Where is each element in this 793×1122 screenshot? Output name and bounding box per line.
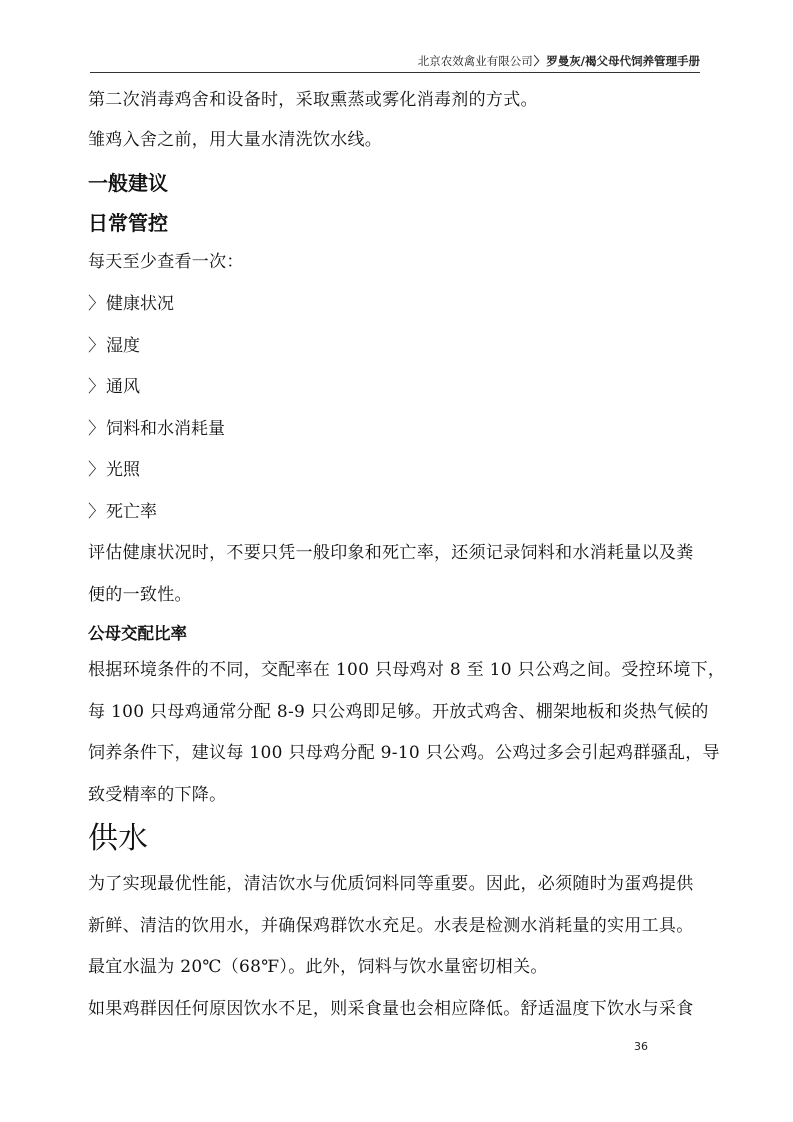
page-body [88,80,748,1030]
chevron-bullet: 〉 [88,460,105,480]
header-text [418,52,700,70]
list-item-label: 健康状况 [106,294,174,314]
para-disinfect: 第二次消毒鸡舍和设备时，采取熏蒸或雾化消毒剂的方式。 [88,90,538,110]
page-number: 36 [634,1040,648,1053]
para-water-line: 最宜水温为 20℃（68℉）。此外，饲料与饮水量密切相关。 [88,957,548,977]
para-water-line: 新鲜、清洁的饮用水，并确保鸡群饮水充足。水表是检测水消耗量的实用工具。 [88,915,694,936]
para-water [88,864,748,989]
list-item [88,284,748,326]
list-item-label: 饲料和水消耗量 [106,418,225,439]
heading-water: 供水 [88,821,148,856]
list-item-label: 光照 [106,460,140,480]
para-health [88,533,748,616]
heading-ratio: 公母交配比率 [88,624,187,643]
para-ratio [88,650,748,816]
para-water-line: 为了实现最优性能，清洁饮水与优质饲料同等重要。因此，必须随时为蛋鸡提供 [88,874,694,894]
chevron-bullet: 〉 [88,335,105,356]
list-item [88,409,748,451]
list-item-label: 通风 [106,377,140,397]
para-ratio-line: 根据环境条件的不同，交配率在 100 只母鸡对 8 至 10 只公鸡之间。受控环境下， [88,660,726,680]
para-health-line-2: 便的一致性。 [88,584,192,605]
page-header [90,52,700,76]
list-item-label: 湿度 [106,335,140,356]
para-wash: 雏鸡入舍之前，用大量水清洗饮水线。 [88,130,383,150]
list-item [88,450,748,492]
chevron-bullet: 〉 [88,294,105,314]
check-list [88,284,748,533]
para-ratio-line: 饲养条件下，建议每 100 只母鸡分配 9-10 只公鸡。公鸡过多会引起鸡群骚乱，导 [88,743,720,763]
chevron-bullet: 〉 [88,501,105,522]
list-item [88,492,748,534]
para-water-last: 如果鸡群因任何原因饮水不足，则采食量也会相应降低。舒适温度下饮水与采食 [88,998,694,1019]
header-separator: 〉 [533,54,546,68]
header-rule [90,72,700,73]
chevron-bullet: 〉 [88,377,105,397]
para-ratio-line: 致受精率的下降。 [88,784,227,805]
daily-intro: 每天至少查看一次： [88,252,244,272]
chevron-bullet: 〉 [88,418,105,439]
list-item-label: 死亡率 [106,501,157,522]
heading-daily: 日常管控 [88,211,168,235]
para-health-line-1: 评估健康状况时，不要只凭一般印象和死亡率，还须记录饲料和水消耗量以及粪 [88,543,694,563]
heading-general: 一般建议 [88,171,168,195]
header-title: 罗曼灰/褐父母代饲养管理手册 [546,54,700,68]
list-item [88,326,748,368]
header-company: 北京农效禽业有限公司 [417,54,533,68]
list-item [88,367,748,409]
para-ratio-line: 每 100 只母鸡通常分配 8-9 只公鸡即足够。开放式鸡舍、棚架地板和炎热气候的 [88,701,709,722]
